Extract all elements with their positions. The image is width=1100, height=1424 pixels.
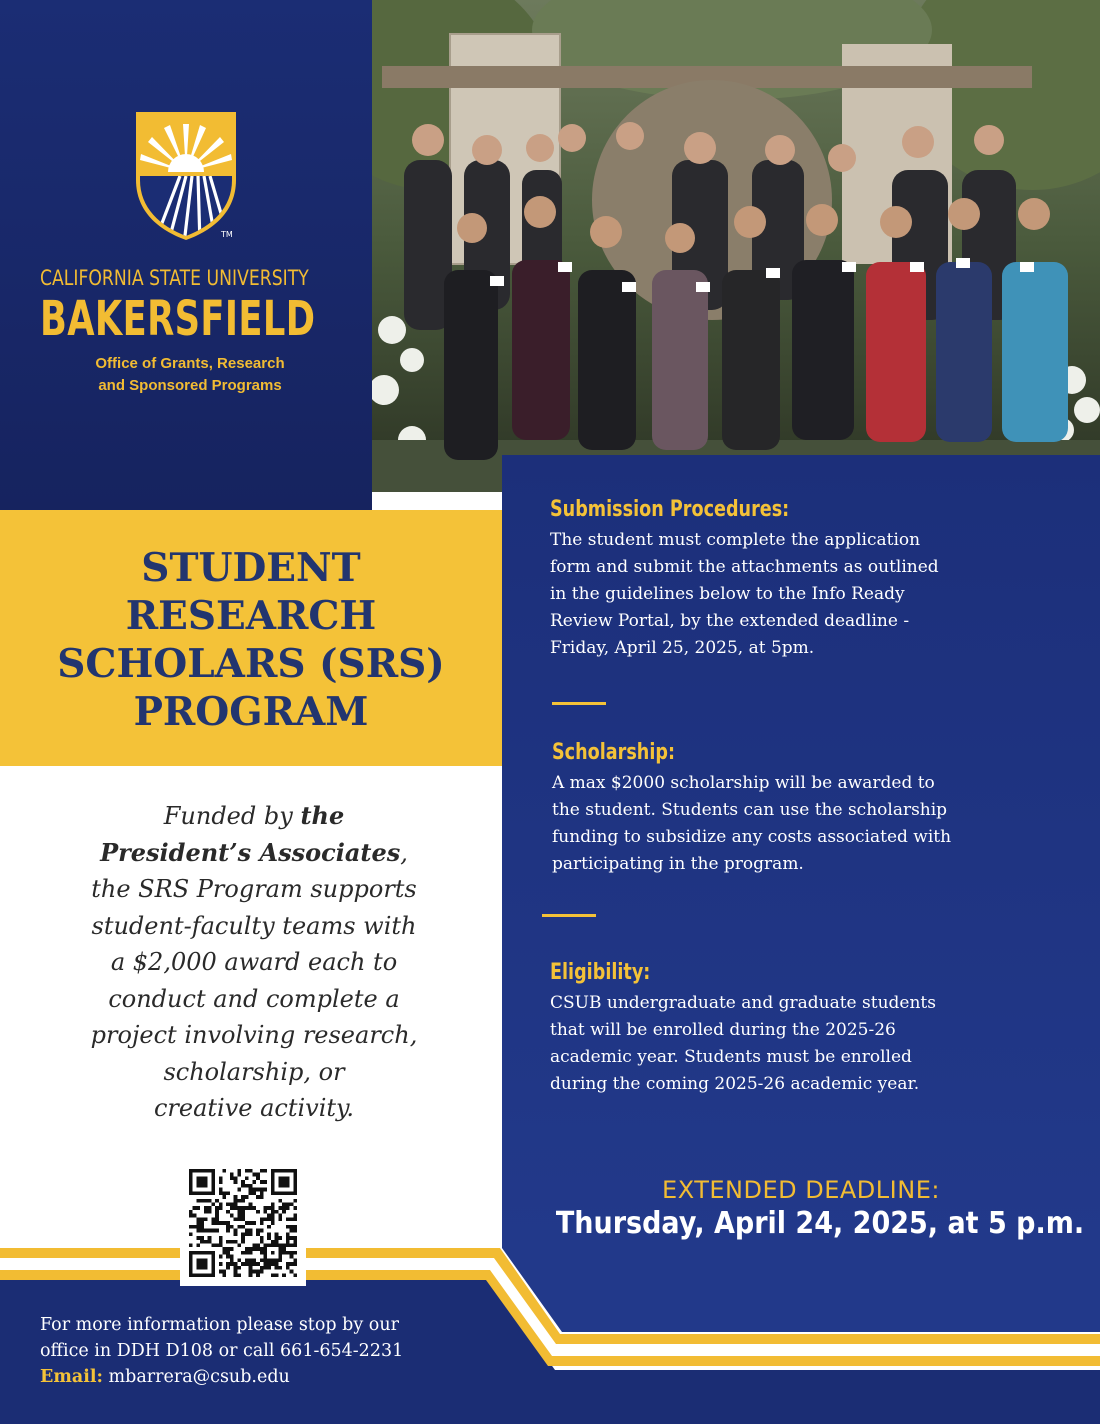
body-line: funding to subsidize any costs associated with	[552, 827, 952, 847]
body-line: CSUB undergraduate and graduate students	[550, 993, 936, 1013]
body-line: the student. Students can use the scholarship	[552, 800, 948, 820]
eligibility-body	[550, 990, 936, 1098]
section-divider	[552, 702, 606, 705]
title-line: SCHOLARS (SRS)	[57, 641, 445, 687]
qr-code-icon	[189, 1169, 297, 1277]
trademark-mark: TM	[221, 230, 233, 239]
desc-line: conduct and complete a	[108, 984, 400, 1013]
body-line: Review Portal, by the extended deadline -	[550, 611, 910, 631]
deadline-label: EXTENDED DEADLINE:	[662, 1176, 940, 1204]
office-name	[42, 353, 338, 397]
deadline-date: Thursday, April 24, 2025, at 5 p.m.	[555, 1206, 1085, 1241]
desc-line: scholarship, or	[163, 1057, 345, 1086]
body-line: academic year. Students must be enrolled	[550, 1047, 912, 1067]
program-description	[40, 798, 468, 1127]
campus-name: BAKERSFIELD	[40, 291, 316, 347]
title-line: STUDENT	[141, 545, 361, 591]
brand-block	[0, 0, 372, 510]
group-photo	[372, 0, 1100, 492]
office-line: Office of Grants, Research	[95, 355, 285, 372]
desc-line	[40, 835, 468, 872]
desc-line	[40, 798, 468, 835]
scholarship-body	[552, 770, 951, 878]
contact-info	[40, 1312, 490, 1390]
desc-line: student-faculty teams with	[91, 911, 417, 940]
csub-shield-logo-icon	[134, 110, 238, 240]
contact-line	[40, 1364, 490, 1390]
program-title-box	[0, 510, 502, 766]
body-line: A max $2000 scholarship will be awarded to	[552, 773, 935, 793]
title-line: RESEARCH	[125, 593, 377, 639]
contact-line: office in DDH D108 or call 661-654-2231	[40, 1341, 404, 1361]
submission-body	[550, 527, 939, 662]
body-line: form and submit the attachments as outlined	[550, 557, 939, 577]
desc-line: project involving research,	[90, 1021, 418, 1049]
desc-text: ,	[400, 838, 408, 867]
desc-line: creative activity.	[153, 1094, 355, 1122]
submission-heading: Submission Procedures:	[550, 497, 790, 522]
body-line: in the guidelines below to the Info Ready	[550, 584, 905, 604]
university-name: CALIFORNIA STATE UNIVERSITY	[40, 266, 309, 290]
qr-code[interactable]	[180, 1160, 306, 1286]
body-line: during the coming 2025-26 academic year.	[550, 1074, 920, 1094]
contact-line: For more information please stop by our	[40, 1315, 399, 1335]
section-divider	[542, 914, 596, 917]
body-line: Friday, April 25, 2025, at 5pm.	[550, 638, 815, 658]
desc-bold: the	[300, 801, 345, 830]
body-line: that will be enrolled during the 2025-26	[550, 1020, 896, 1040]
program-title	[57, 544, 445, 736]
body-line: The student must complete the application	[550, 530, 921, 550]
desc-bold: President’s Associates	[100, 837, 401, 867]
desc-line: the SRS Program supports	[91, 875, 417, 903]
details-panel	[502, 455, 1100, 1245]
scholarship-heading: Scholarship:	[552, 740, 675, 765]
email-link[interactable]: mbarrera@csub.edu	[108, 1367, 290, 1387]
eligibility-heading: Eligibility:	[550, 960, 651, 985]
desc-line: a $2,000 award each to	[110, 948, 398, 976]
title-line: PROGRAM	[133, 689, 369, 735]
body-line: participating in the program.	[552, 854, 804, 874]
email-label: Email:	[40, 1367, 103, 1387]
office-line: and Sponsored Programs	[98, 377, 282, 394]
desc-text: Funded by	[163, 802, 301, 830]
